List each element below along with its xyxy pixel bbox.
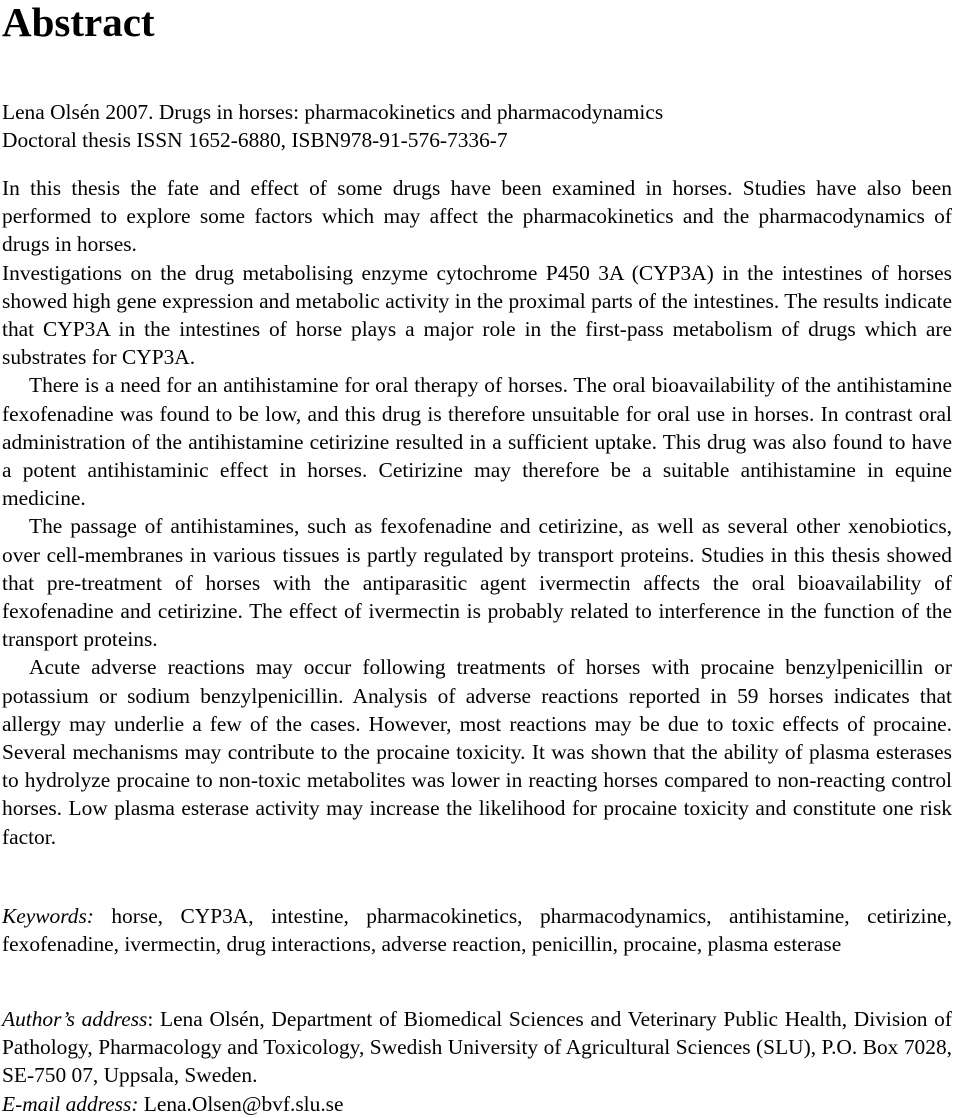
citation-line-2: Doctoral thesis ISSN 1652-6880, ISBN978-91-576-7336-7: [2, 128, 508, 153]
paragraph-antihistamine: There is a need for an antihistamine for oral therapy of horses. The oral bioavailability of the antihistamine fexofenadine was found to be low, and this drug is therefore unsuitable for oral use in horses. In contrast oral administration of the antihistamine cetirizine resulted in a sufficient uptake. This drug was also found to have a potent antihistaminic effect in horses. Cetirizine may therefore be a suitable antihistamine in equine medicine.: [2, 373, 952, 511]
abstract-body: [2, 174, 952, 851]
page-title: Abstract: [2, 0, 155, 45]
email-value: Lena.Olsen@bvf.slu.se: [138, 1091, 344, 1116]
paragraph-adverse-reactions: Acute adverse reactions may occur following treatments of horses with procaine benzylpenicillin or potassium or sodium benzylpenicillin. Analysis of adverse reactions reported in 59 horses indicates that allergy may underlie a few of the cases. However, most reactions may be due to toxic effects of procaine. Several mechanisms may contribute to the procaine toxicity. It was shown that the ability of plasma esterases to hydrolyze procaine to non-toxic metabolites was lower in reacting horses compared to non-reacting control horses. Low plasma esterase activity may increase the likelihood for procaine toxicity and constitute one risk factor.: [2, 655, 952, 849]
keywords-paragraph: [2, 902, 952, 958]
author-address-text: : Lena Olsén, Department of Biomedical Sciences and Veterinary Public Health, Division of Pathology, Pharmacology and Toxicology, Swedish University of Agricultural Sciences (SLU), P.O. Box 7028, SE-750 07, Uppsala, Sweden.: [2, 1007, 952, 1088]
paragraph-transport: The passage of antihistamines, such as fexofenadine and cetirizine, as well as several other xenobiotics, over cell-membranes in various tissues is partly regulated by transport proteins. Studies in this thesis showed that pre-treatment of horses with the antiparasitic agent ivermectin affects the oral bioavailability of fexofenadine and cetirizine. The effect of ivermectin is probably related to interference in the function of the transport proteins.: [2, 514, 952, 652]
keywords-label: Keywords:: [2, 904, 94, 928]
author-address-label: Author’s address: [2, 1007, 148, 1031]
email-label: E-mail address:: [2, 1091, 139, 1116]
citation-block: [2, 98, 952, 154]
author-address-paragraph: [2, 1005, 952, 1090]
keywords-block: [2, 902, 952, 958]
author-address-block: [2, 1005, 952, 1118]
citation-line-1: Lena Olsén 2007. Drugs in horses: pharmacokinetics and pharmacodynamics: [2, 100, 664, 124]
keywords-text: horse, CYP3A, intestine, pharmacokinetics, pharmacodynamics, antihistamine, cetirizine, fexofenadine, ivermectin, drug interactions, adverse reaction, penicillin, procaine, plasma esterase: [2, 904, 952, 957]
paragraph-intro: In this thesis the fate and effect of some drugs have been examined in horses. Studies have also been performed to explore some factors which may affect the pharmacokinetics and the pharmacodynamics of drugs in horses.: [2, 176, 952, 257]
paragraph-cyp3a: Investigations on the drug metabolising enzyme cytochrome P450 3A (CYP3A) in the intestines of horses showed high gene expression and metabolic activity in the proximal parts of the intestines. The results indicate that CYP3A in the intestines of horse plays a major role in the first-pass metabolism of drugs which are substrates for CYP3A.: [2, 260, 952, 370]
